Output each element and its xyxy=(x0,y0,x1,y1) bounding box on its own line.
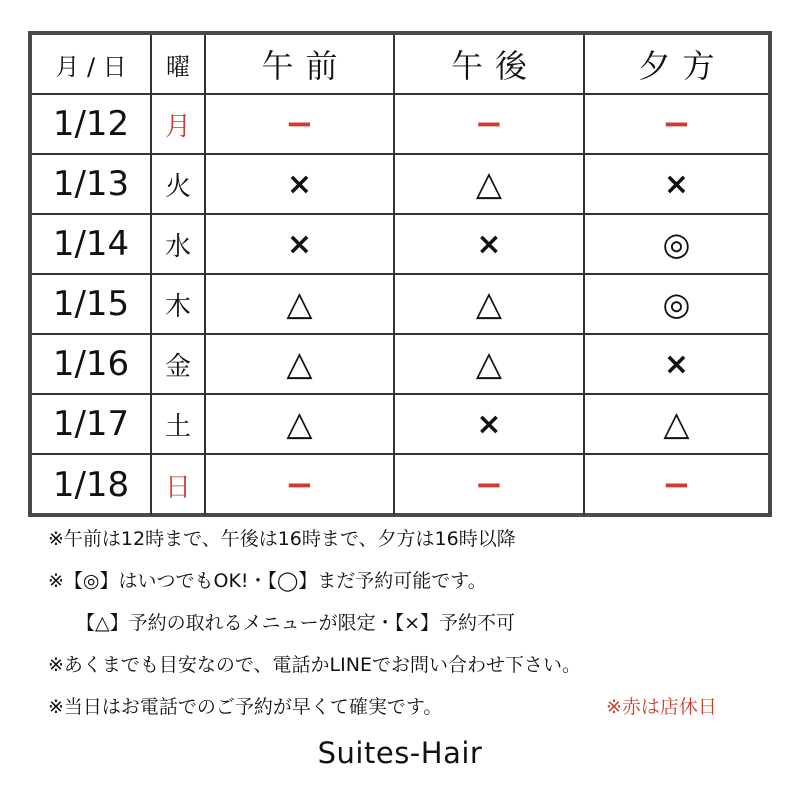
date-cell: 1/17 xyxy=(32,395,152,453)
morning-status-cell: △ xyxy=(206,335,395,393)
afternoon-status-cell: − xyxy=(395,95,585,153)
contact-note: ※あくまでも目安なので、電話かLINEでお問い合わせ下さい。 xyxy=(48,654,581,676)
afternoon-status-cell: △ xyxy=(395,275,585,333)
afternoon-status-cell: × xyxy=(395,395,585,453)
availability-table xyxy=(28,31,772,517)
evening-status-cell: × xyxy=(663,166,690,202)
table-row xyxy=(32,275,768,335)
weekday-column-header: 曜 xyxy=(152,35,206,93)
table-row xyxy=(32,455,768,515)
evening-column-header: 夕方 xyxy=(638,47,727,85)
table-header-row xyxy=(32,35,768,95)
table-row xyxy=(32,215,768,275)
morning-status-cell: △ xyxy=(206,275,395,333)
date-cell: 1/13 xyxy=(32,155,152,213)
morning-status-cell: △ xyxy=(206,395,395,453)
morning-status-cell: − xyxy=(206,455,395,515)
same-day-note: ※当日はお電話でのご予約が早くて確実です。 xyxy=(48,696,443,718)
evening-status-cell: ◎ xyxy=(662,225,691,263)
morning-status-cell: × xyxy=(206,155,395,213)
date-cell: 1/12 xyxy=(32,95,152,153)
weekday-cell: 金 xyxy=(152,335,206,393)
weekday-cell: 日 xyxy=(152,455,206,515)
date-cell: 1/18 xyxy=(32,455,152,515)
evening-status-cell: ◎ xyxy=(662,285,691,323)
weekday-cell: 火 xyxy=(152,155,206,213)
legend-note-1: ※【◎】はいつでもOK!・【◯】まだ予約可能です。 xyxy=(48,570,487,592)
hours-note: ※午前は12時まで、午後は16時まで、夕方は16時以降 xyxy=(48,528,516,550)
brand-name: Suites-Hair xyxy=(317,736,483,770)
evening-status-cell: − xyxy=(662,104,691,144)
weekday-cell: 土 xyxy=(152,395,206,453)
date-cell: 1/14 xyxy=(32,215,152,273)
legend-note-2: 【△】予約の取れるメニューが限定・【×】予約不可 xyxy=(76,612,516,634)
afternoon-column-header: 午後 xyxy=(395,35,585,93)
date-column-header: 月 / 日 xyxy=(32,35,152,93)
weekday-cell: 水 xyxy=(152,215,206,273)
afternoon-status-cell: × xyxy=(395,215,585,273)
evening-status-cell: − xyxy=(662,465,691,505)
afternoon-status-cell: △ xyxy=(395,335,585,393)
date-cell: 1/16 xyxy=(32,335,152,393)
evening-status-cell: △ xyxy=(663,404,690,444)
evening-status-cell: × xyxy=(663,346,690,382)
afternoon-status-cell: △ xyxy=(395,155,585,213)
morning-column-header: 午前 xyxy=(206,35,395,93)
table-row xyxy=(32,95,768,155)
morning-status-cell: − xyxy=(206,95,395,153)
table-row xyxy=(32,395,768,455)
date-cell: 1/15 xyxy=(32,275,152,333)
morning-status-cell: × xyxy=(206,215,395,273)
weekday-cell: 木 xyxy=(152,275,206,333)
table-row xyxy=(32,335,768,395)
table-row xyxy=(32,155,768,215)
weekday-cell: 月 xyxy=(152,95,206,153)
closed-day-note: ※赤は店休日 xyxy=(606,696,717,718)
afternoon-status-cell: − xyxy=(395,455,585,515)
